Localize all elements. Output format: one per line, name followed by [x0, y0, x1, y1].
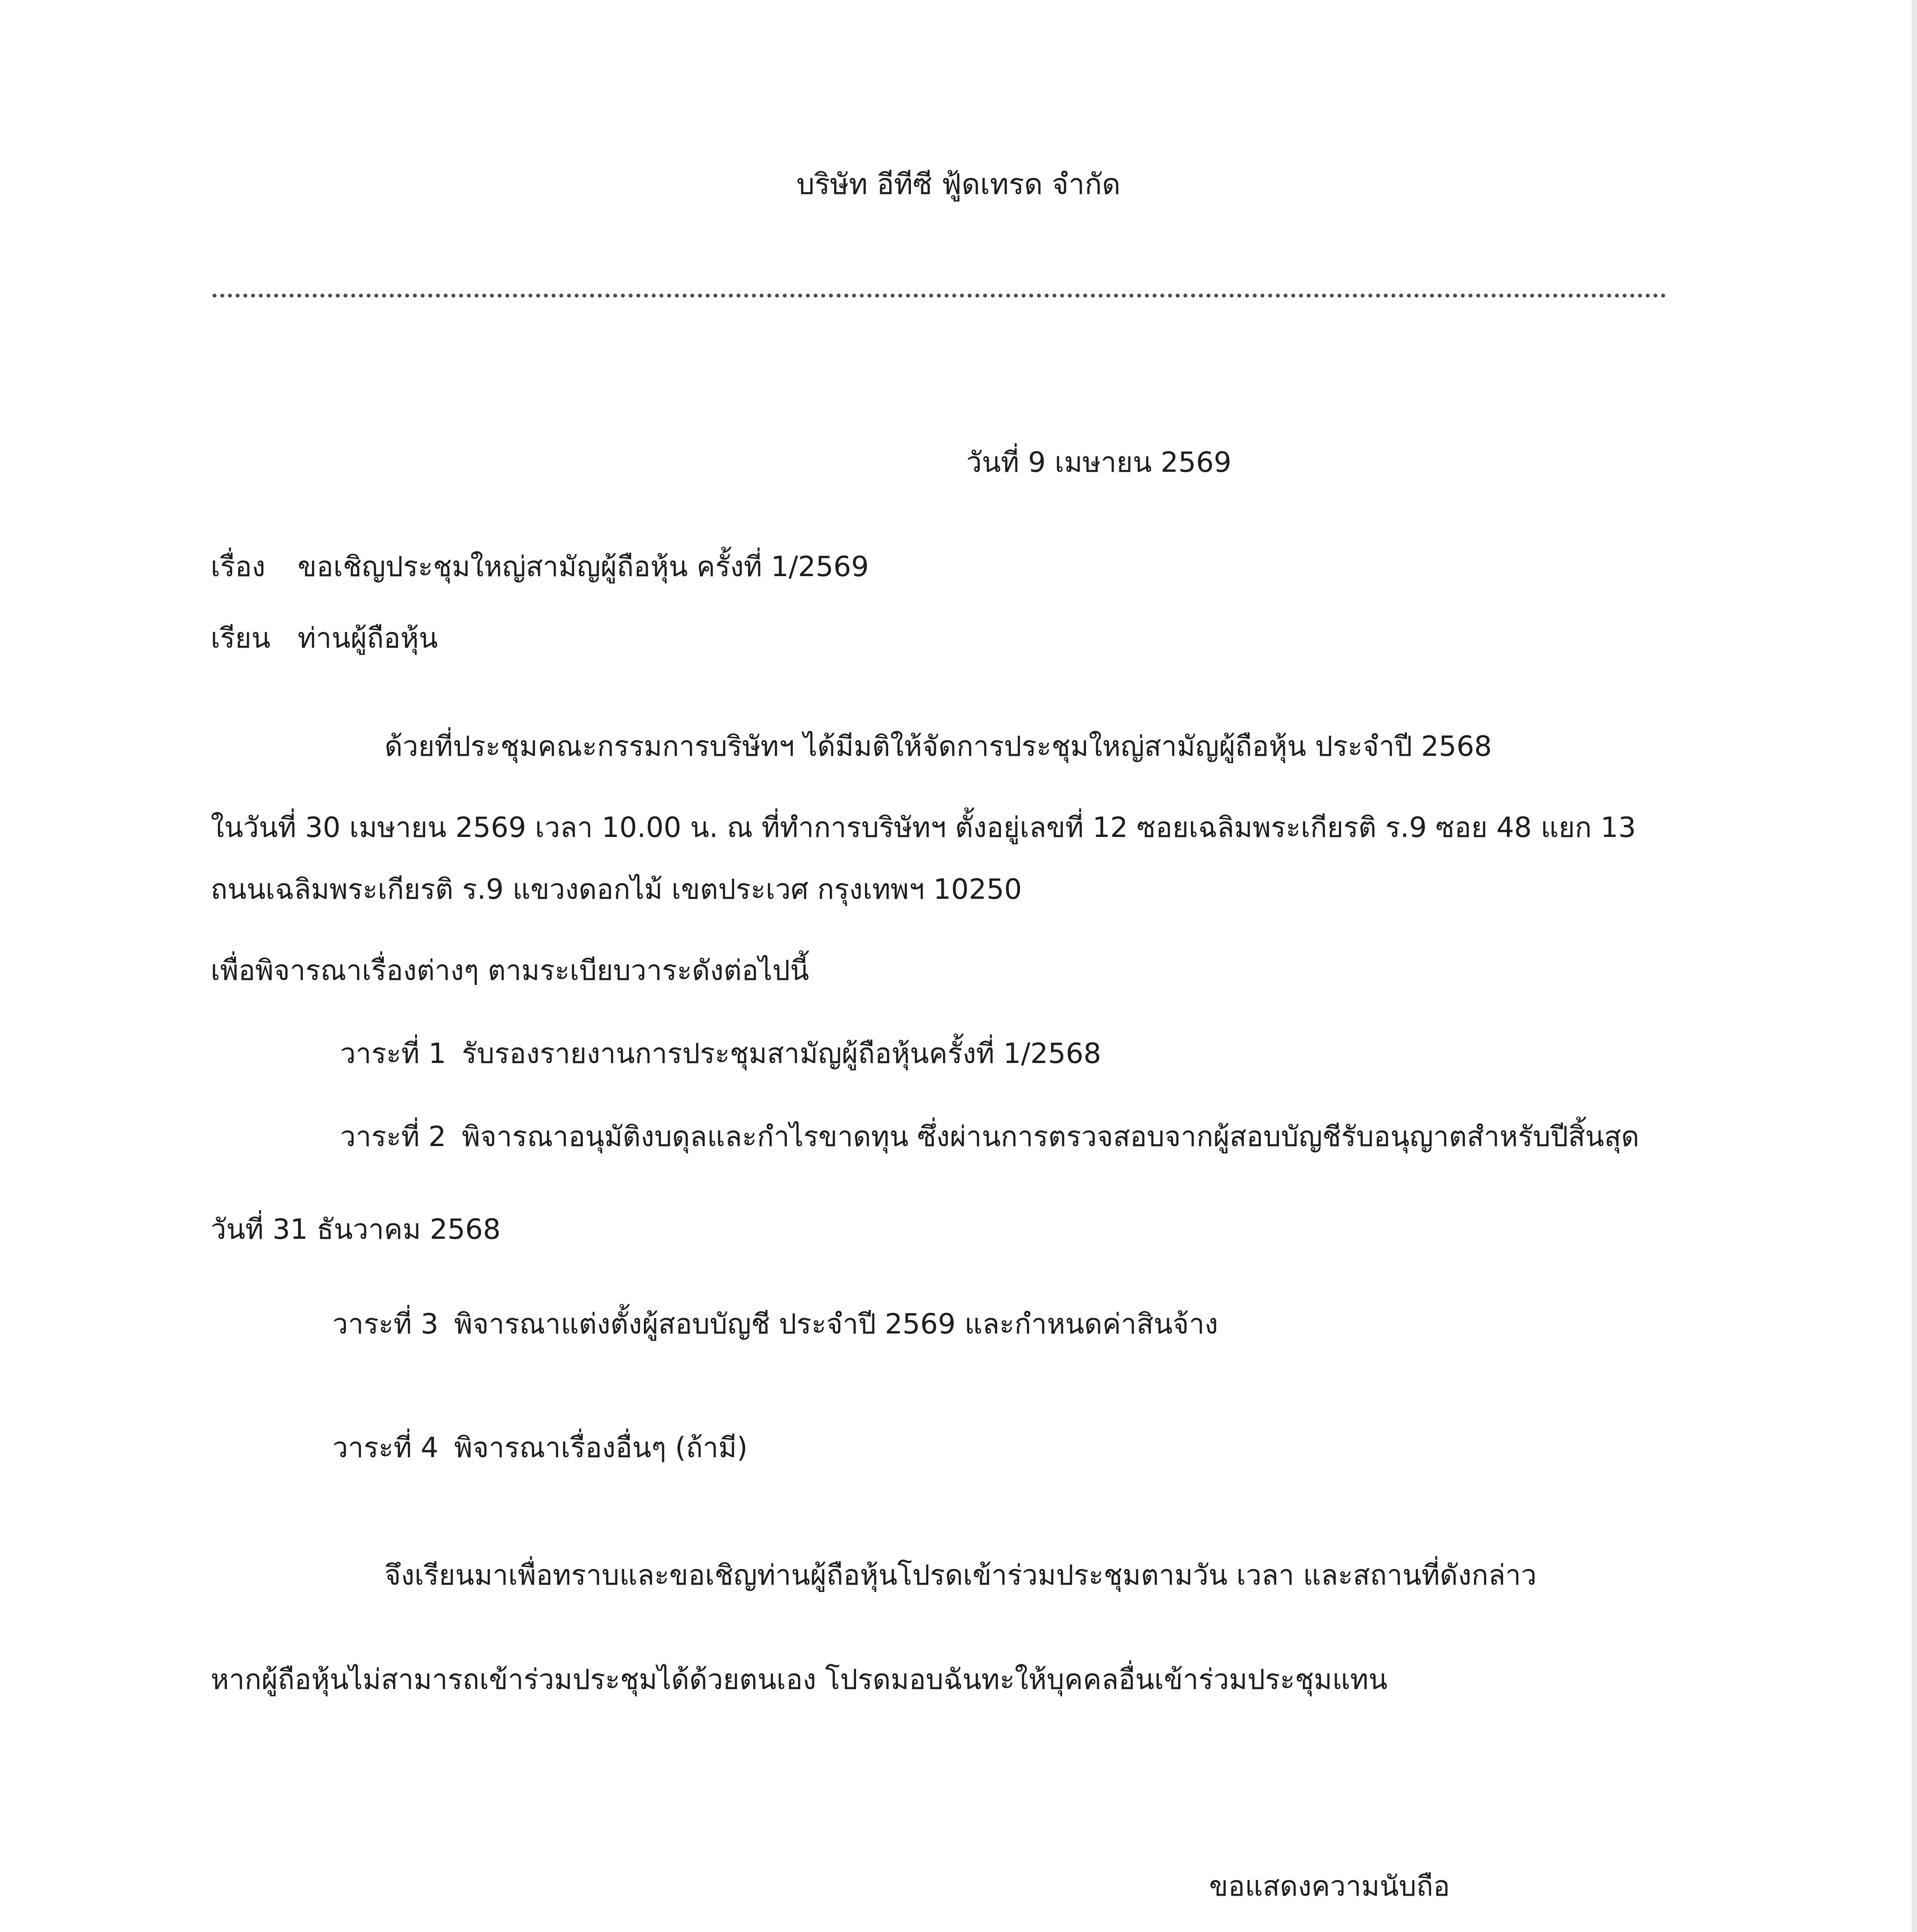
agenda-2-continuation: วันที่ 31 ธันวาคม 2568: [211, 1213, 501, 1245]
body-line-2: ในวันที่ 30 เมษายน 2569 เวลา 10.00 น. ณ ที่ทำการบริษัทฯ ตั้งอยู่เลขที่ 12 ซอยเฉลิมพระเกียรติ ร.9 ซอย 48 แยก 13: [211, 811, 1636, 844]
regards-text: ขอแสดงความนับถือ: [1209, 1870, 1450, 1902]
body-line-4: เพื่อพิจารณาเรื่องต่างๆ ตามระเบียบวาระดังต่อไปนี้: [211, 954, 809, 986]
body-line-1: ด้วยที่ประชุมคณะกรรมการบริษัทฯ ได้มีมติให้จัดการประชุมใหญ่สามัญผู้ถือหุ้น ประจำปี 2568: [385, 730, 1492, 762]
page-edge: [1912, 0, 1917, 1932]
addressee-label: เรียน: [211, 622, 271, 654]
agenda-2-text: พิจารณาอนุมัติงบดุลและกำไรขาดทุน ซึ่งผ่านการตรวจสอบจากผู้สอบบัญชีรับอนุญาตสำหรับปีสิ้นสุด: [462, 1120, 1639, 1153]
agenda-1-label: วาระที่ 1: [340, 1037, 446, 1070]
agenda-3-text: พิจารณาแต่งตั้งผู้สอบบัญชี ประจำปี 2569 และกำหนดค่าสินจ้าง: [454, 1308, 1218, 1340]
subject-label: เรื่อง: [211, 550, 266, 583]
agenda-1-text: รับรองรายงานการประชุมสามัญผู้ถือหุ้นครั้งที่ 1/2568: [462, 1037, 1102, 1070]
agenda-4-label: วาระที่ 4: [332, 1431, 439, 1464]
agenda-2-label: วาระที่ 2: [340, 1120, 446, 1153]
header-divider: [213, 294, 1666, 298]
closing-line-1: จึงเรียนมาเพื่อทราบและขอเชิญท่านผู้ถือหุ้นโปรดเข้าร่วมประชุมตามวัน เวลา และสถานที่ดังกล่าว: [385, 1559, 1537, 1591]
agenda-3-label: วาระที่ 3: [332, 1308, 439, 1340]
closing-line-2: หากผู้ถือหุ้นไม่สามารถเข้าร่วมประชุมได้ด้วยตนเอง โปรดมอบฉันทะให้บุคคลอื่นเข้าร่วมประชุมแทน: [211, 1663, 1388, 1696]
addressee-text: ท่านผู้ถือหุ้น: [298, 622, 438, 654]
company-header: บริษัท อีทีซี ฟู้ดเทรด จำกัด: [796, 168, 1121, 201]
body-line-3: ถนนเฉลิมพระเกียรติ ร.9 แขวงดอกไม้ เขตประเวศ กรุงเทพฯ 10250: [211, 873, 1022, 905]
date-line: วันที่ 9 เมษายน 2569: [966, 446, 1232, 478]
subject-text: ขอเชิญประชุมใหญ่สามัญผู้ถือหุ้น ครั้งที่ 1/2569: [298, 550, 869, 583]
agenda-4-text: พิจารณาเรื่องอื่นๆ (ถ้ามี): [454, 1431, 748, 1464]
